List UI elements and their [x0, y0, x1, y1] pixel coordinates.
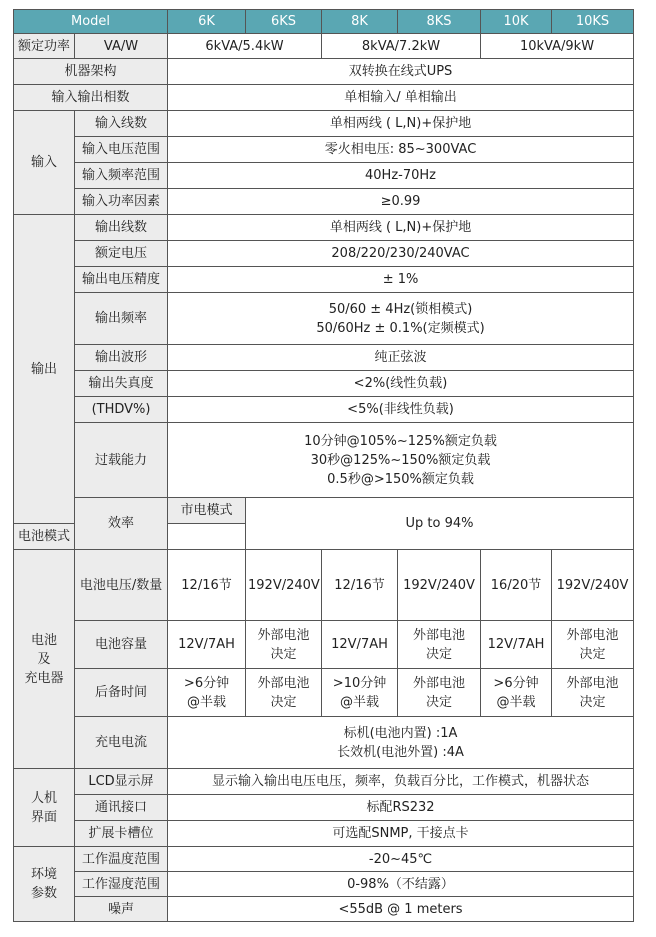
- input-wires-label: 输入线数: [75, 111, 168, 137]
- lcd-label: LCD显示屏: [75, 769, 168, 795]
- output-frequency-line: 50/60Hz ± 0.1%(定频模式): [316, 320, 485, 336]
- output-overload-value: [168, 423, 634, 498]
- battery-capacity-cell: 外部电池 决定: [398, 621, 481, 669]
- efficiency-row: [14, 498, 634, 524]
- model-8k: 8K: [322, 10, 398, 34]
- phases-row: [14, 85, 634, 111]
- environment-group-label: 环境 参数: [14, 847, 75, 922]
- battery-capacity-cell: 外部电池 决定: [552, 621, 634, 669]
- output-thd-unit-label: (THDV%): [75, 397, 168, 423]
- output-voltage-label: 额定电压: [75, 241, 168, 267]
- battery-capacity-cell: 外部电池 决定: [246, 621, 322, 669]
- noise-value: <55dB @ 1 meters: [168, 897, 634, 922]
- battery-row: [14, 550, 634, 621]
- expansion-slot-value: 可选配SNMP, 干接点卡: [168, 821, 634, 847]
- input-pf-label: 输入功率因素: [75, 189, 168, 215]
- battery-voltage-cell: 192V/240V: [246, 550, 322, 621]
- backup-time-cell: >6分钟 @半载: [168, 669, 246, 717]
- overload-line: 30秒@125%~150%额定负载: [310, 452, 491, 468]
- output-wires-value: 单相两线 ( L,N)+保护地: [168, 215, 634, 241]
- architecture-label: 机器架构: [14, 59, 168, 85]
- battery-voltage-label: 电池电压/数量: [75, 550, 168, 621]
- input-voltage-value: 零火相电压: 85~300VAC: [168, 137, 634, 163]
- phases-value: 单相输入/ 单相输出: [168, 85, 634, 111]
- charging-current-value: [168, 717, 634, 769]
- backup-time-cell: 外部电池 决定: [246, 669, 322, 717]
- battery-voltage-cell: 12/16节: [322, 550, 398, 621]
- input-row: [14, 189, 634, 215]
- output-row: [14, 423, 634, 498]
- expansion-slot-label: 扩展卡槽位: [75, 821, 168, 847]
- output-thd-linear-value: <2%(线性负载): [168, 371, 634, 397]
- backup-time-label: 后备时间: [75, 669, 168, 717]
- battery-row: [14, 621, 634, 669]
- output-row: [14, 241, 634, 267]
- output-frequency-line: 50/60 ± 4Hz(锁相模式): [328, 301, 473, 317]
- output-row: [14, 215, 634, 241]
- header-row: [14, 10, 634, 34]
- efficiency-mains-label: 市电模式: [168, 498, 246, 524]
- output-waveform-label: 输出波形: [75, 345, 168, 371]
- humidity-value: 0-98%（不结露）: [168, 872, 634, 897]
- output-voltage-value: 208/220/230/240VAC: [168, 241, 634, 267]
- spec-table: [13, 9, 634, 922]
- battery-capacity-cell: 12V/7AH: [322, 621, 398, 669]
- hmi-row: [14, 795, 634, 821]
- input-row: [14, 163, 634, 189]
- comm-port-label: 通讯接口: [75, 795, 168, 821]
- output-frequency-label: 输出频率: [75, 293, 168, 345]
- hmi-row: [14, 821, 634, 847]
- backup-time-cell: >6分钟 @半载: [481, 669, 552, 717]
- rated-power-8k: 8kVA/7.2kW: [322, 34, 481, 59]
- battery-row: [14, 669, 634, 717]
- output-accuracy-label: 输出电压精度: [75, 267, 168, 293]
- temperature-label: 工作温度范围: [75, 847, 168, 872]
- humidity-label: 工作湿度范围: [75, 872, 168, 897]
- rated-power-10k: 10kVA/9kW: [481, 34, 634, 59]
- hmi-group-label: 人机 界面: [14, 769, 75, 847]
- battery-group-label: 电池 及 充电器: [14, 550, 75, 769]
- model-8ks: 8KS: [398, 10, 481, 34]
- battery-capacity-cell: 12V/7AH: [481, 621, 552, 669]
- battery-voltage-cell: 192V/240V: [552, 550, 634, 621]
- rated-power-6k: 6kVA/5.4kW: [168, 34, 322, 59]
- charging-line: 标机(电池内置) :1A: [343, 725, 458, 741]
- model-10ks: 10KS: [552, 10, 634, 34]
- charging-line: 长效机(电池外置) :4A: [337, 744, 464, 760]
- model-10k: 10K: [481, 10, 552, 34]
- output-wires-label: 输出线数: [75, 215, 168, 241]
- input-voltage-label: 输入电压范围: [75, 137, 168, 163]
- backup-time-cell: 外部电池 决定: [552, 669, 634, 717]
- temperature-value: -20~45℃: [168, 847, 634, 872]
- efficiency-group-label: 效率: [75, 498, 168, 550]
- model-label: Model: [14, 10, 168, 34]
- environment-row: [14, 847, 634, 872]
- model-6ks: 6KS: [246, 10, 322, 34]
- input-row: [14, 137, 634, 163]
- battery-row: [14, 717, 634, 769]
- input-pf-value: ≥0.99: [168, 189, 634, 215]
- overload-line: 0.5秒@>150%额定负载: [327, 471, 474, 487]
- charging-current-label: 充电电流: [75, 717, 168, 769]
- output-row: [14, 371, 634, 397]
- output-thd-nonlinear-value: <5%(非线性负载): [168, 397, 634, 423]
- overload-line: 10分钟@105%~125%额定负载: [304, 433, 497, 449]
- output-group-label: 输出: [14, 215, 75, 524]
- output-frequency-value: [168, 293, 634, 345]
- efficiency-value: Up to 94%: [246, 498, 634, 550]
- architecture-value: 双转换在线式UPS: [168, 59, 634, 85]
- comm-port-value: 标配RS232: [168, 795, 634, 821]
- rated-power-label: 额定功率: [14, 34, 75, 59]
- rated-power-unit: VA/W: [75, 34, 168, 59]
- model-6k: 6K: [168, 10, 246, 34]
- output-overload-label: 过载能力: [75, 423, 168, 498]
- battery-capacity-label: 电池容量: [75, 621, 168, 669]
- output-row: [14, 267, 634, 293]
- output-accuracy-value: ± 1%: [168, 267, 634, 293]
- lcd-value: 显示输入输出电压电压，频率，负载百分比，工作模式，机器状态: [168, 769, 634, 795]
- input-group-label: 输入: [14, 111, 75, 215]
- output-row: [14, 293, 634, 345]
- output-thd-label: 输出失真度: [75, 371, 168, 397]
- battery-voltage-cell: 12/16节: [168, 550, 246, 621]
- environment-row: [14, 872, 634, 897]
- environment-row: [14, 897, 634, 922]
- battery-voltage-cell: 16/20节: [481, 550, 552, 621]
- input-row: [14, 111, 634, 137]
- efficiency-battery-label: 电池模式: [14, 524, 75, 550]
- output-row: [14, 345, 634, 371]
- noise-label: 噪声: [75, 897, 168, 922]
- input-frequency-value: 40Hz-70Hz: [168, 163, 634, 189]
- input-frequency-label: 输入频率范围: [75, 163, 168, 189]
- phases-label: 输入输出相数: [14, 85, 168, 111]
- input-wires-value: 单相两线 ( L,N)+保护地: [168, 111, 634, 137]
- backup-time-cell: >10分钟 @半载: [322, 669, 398, 717]
- hmi-row: [14, 769, 634, 795]
- architecture-row: [14, 59, 634, 85]
- rated-power-row: [14, 34, 634, 59]
- backup-time-cell: 外部电池 决定: [398, 669, 481, 717]
- battery-voltage-cell: 192V/240V: [398, 550, 481, 621]
- output-row: [14, 397, 634, 423]
- battery-capacity-cell: 12V/7AH: [168, 621, 246, 669]
- output-waveform-value: 纯正弦波: [168, 345, 634, 371]
